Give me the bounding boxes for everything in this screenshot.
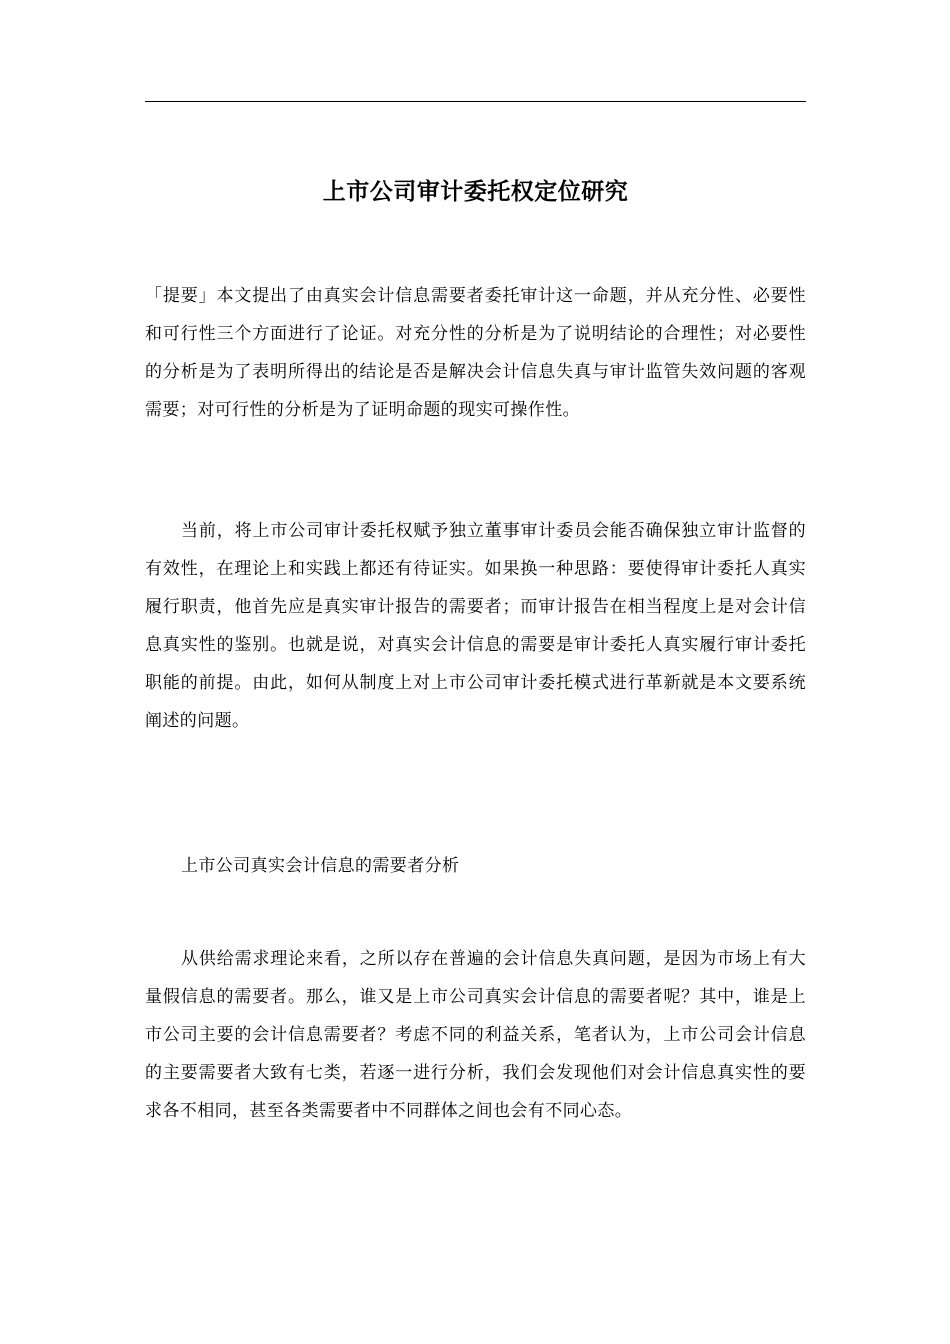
document-title: 上市公司审计委托权定位研究 — [322, 179, 629, 205]
intro-paragraph: 当前，将上市公司审计委托权赋予独立董事审计委员会能否确保独立审计监督的有效性，在理论上和实践上都还有待证实。如果换一种思路：要使得审计委托人真实履行职责，他首先应是真实审计报告的需要者；而审计报告在相当程度上是对会计信息真实性的鉴别。也就是说，对真实会计信息的需要是审计委托人真实履行审计委托职能的前提。由此，如何从制度上对上市公司审计委托模式进行革新就是本文要系统阐述的问题。 — [145, 521, 806, 731]
section-paragraph: 从供给需求理论来看，之所以存在普遍的会计信息失真问题，是因为市场上有大量假信息的需要者。那么，谁又是上市公司真实会计信息的需要者呢？其中，谁是上市公司主要的会计信息需要者？考虑不同的利益关系，笔者认为，上市公司会计信息的主要需要者大致有七类，若逐一进行分析，我们会发现他们对会计信息真实性的要求各不相同，甚至各类需要者中不同群体之间也会有不同心态。 — [145, 949, 806, 1121]
section-heading: 上市公司真实会计信息的需要者分析 — [181, 856, 460, 876]
header-rule — [145, 101, 806, 102]
abstract-paragraph: 「提要」本文提出了由真实会计信息需要者委托审计这一命题，并从充分性、必要性和可行性三个方面进行了论证。对充分性的分析是为了说明结论的合理性；对必要性的分析是为了表明所得出的结论是否是解决会计信息失真与审计监管失效问题的客观需要；对可行性的分析是为了证明命题的现实可操作性。 — [145, 286, 806, 420]
